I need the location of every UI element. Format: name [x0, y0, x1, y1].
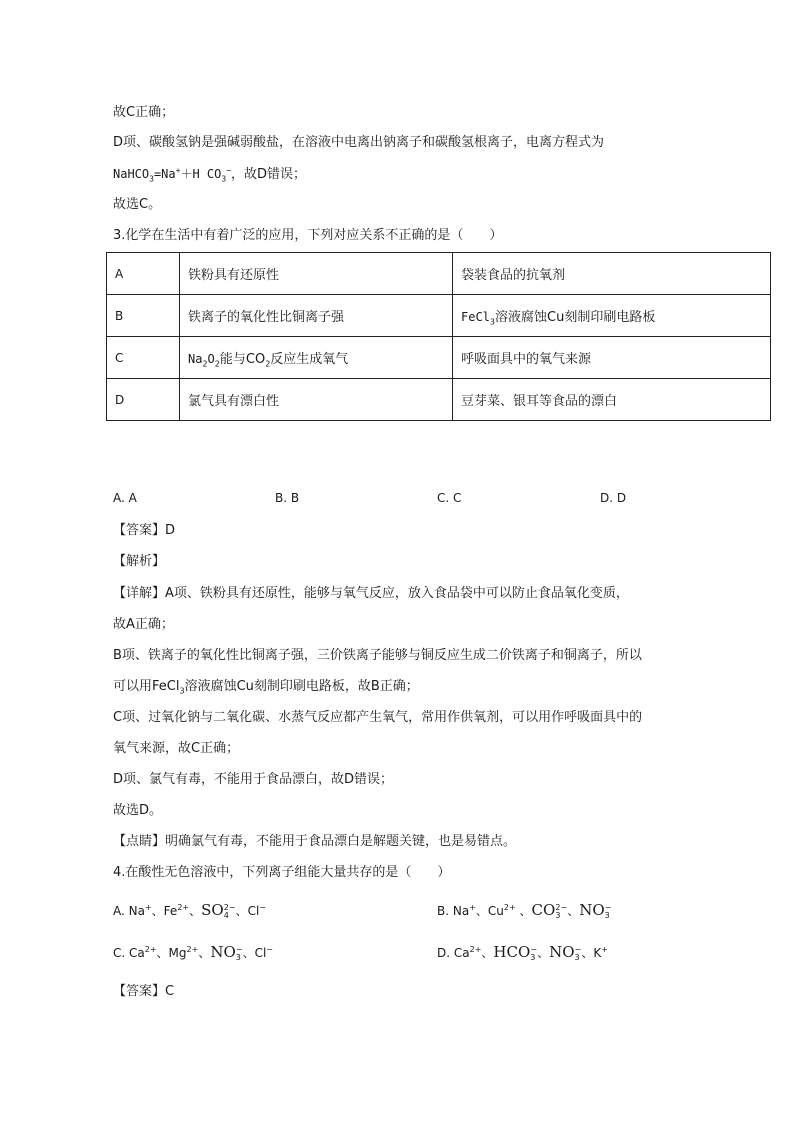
row-label: D: [107, 379, 180, 421]
property-cell: $Na_2O_2$能与$CO_2$反应生成氧气: [180, 337, 453, 379]
q4-option-c: C. $Ca^{2+}$、$Mg^{2+}$、$NO_3^-$、Cl−: [113, 943, 273, 963]
table-row: [107, 295, 771, 337]
table-row: [107, 253, 771, 295]
detail-line: 故A正确；: [113, 617, 174, 632]
answer-3: 【答案】D: [113, 523, 176, 538]
application-cell: 豆芽菜、银耳等食品的漂白: [453, 379, 771, 421]
question-3-stem: 3.化学在生活中有着广泛的应用，下列对应关系不正确的是（ ）: [113, 228, 503, 243]
c-conclusion: 故C正确；: [113, 105, 175, 120]
detail-line: 氧气来源，故C正确；: [113, 741, 240, 756]
row-label: C: [107, 337, 180, 379]
option-d: D. D: [600, 491, 627, 505]
table-row: [107, 337, 771, 379]
detail-line: 可以用FeCl$_3$溶液腐蚀Cu刻制印刷电路板，故B正确；: [113, 679, 419, 696]
detail-line: 【详解】A项、铁粉具有还原性，能够与氧气反应，放入食品袋中可以防止食品氧化变质，: [113, 586, 629, 601]
row-label: B: [107, 295, 180, 337]
q4-option-b: B. Na+、$Cu^{2+}$ 、$CO_3^{2-}$、$NO_3^-$: [437, 901, 612, 921]
detail-line: C项、过氧化钠与二氧化碳、水蒸气反应都产生氧气，常用作供氧剂，可以用作呼吸面具中的: [113, 710, 643, 725]
option-a: A. A: [113, 491, 137, 505]
question-4-stem: 4.在酸性无色溶液中，下列离子组能大量共存的是（ ）: [113, 865, 451, 880]
detail-line: B项、铁离子的氧化性比铜离子强，三价铁离子能够与铜反应生成二价铁离子和铜离子，所以: [113, 648, 642, 663]
option-b: B. B: [275, 491, 300, 505]
application-cell: FeCl$_3$溶液腐蚀Cu刻制印刷电路板: [453, 295, 771, 337]
ionization-equation: NaHCO$_3$=Na+＋H $CO_3^-$，故D错误；: [113, 166, 307, 184]
q4-option-a: A. Na+、$Fe^{2+}$、$SO_4^{2-}$、Cl−: [113, 901, 267, 921]
answer-4: 【答案】C: [113, 984, 175, 999]
property-cell: 铁离子的氧化性比铜离子强: [180, 295, 453, 337]
q4-option-d: D. $Ca^{2+}$、$HCO_3^-$、$NO_3^-$、K+: [437, 943, 608, 963]
d-explanation: D项、碳酸氢钠是强碱弱酸盐，在溶液中电离出钠离子和碳酸氢根离子，电离方程式为: [113, 135, 605, 150]
property-cell: 氯气具有漂白性: [180, 379, 453, 421]
option-c: C. C: [437, 491, 462, 505]
row-label: A: [107, 253, 180, 295]
application-cell: 呼吸面具中的氧气来源: [453, 337, 771, 379]
detail-line: 故选D。: [113, 803, 163, 818]
key-point: 【点睛】明确氯气有毒，不能用于食品漂白是解题关键，也是易错点。: [113, 834, 517, 849]
detail-line: D项、氯气有毒，不能用于食品漂白，故D错误；: [113, 772, 394, 787]
question-3-table: [106, 252, 771, 421]
property-cell: 铁粉具有还原性: [180, 253, 453, 295]
table-row: [107, 379, 771, 421]
application-cell: 袋装食品的抗氧剂: [453, 253, 771, 295]
analysis-heading: 【解析】: [113, 554, 166, 569]
choose-c: 故选C。: [113, 197, 162, 212]
